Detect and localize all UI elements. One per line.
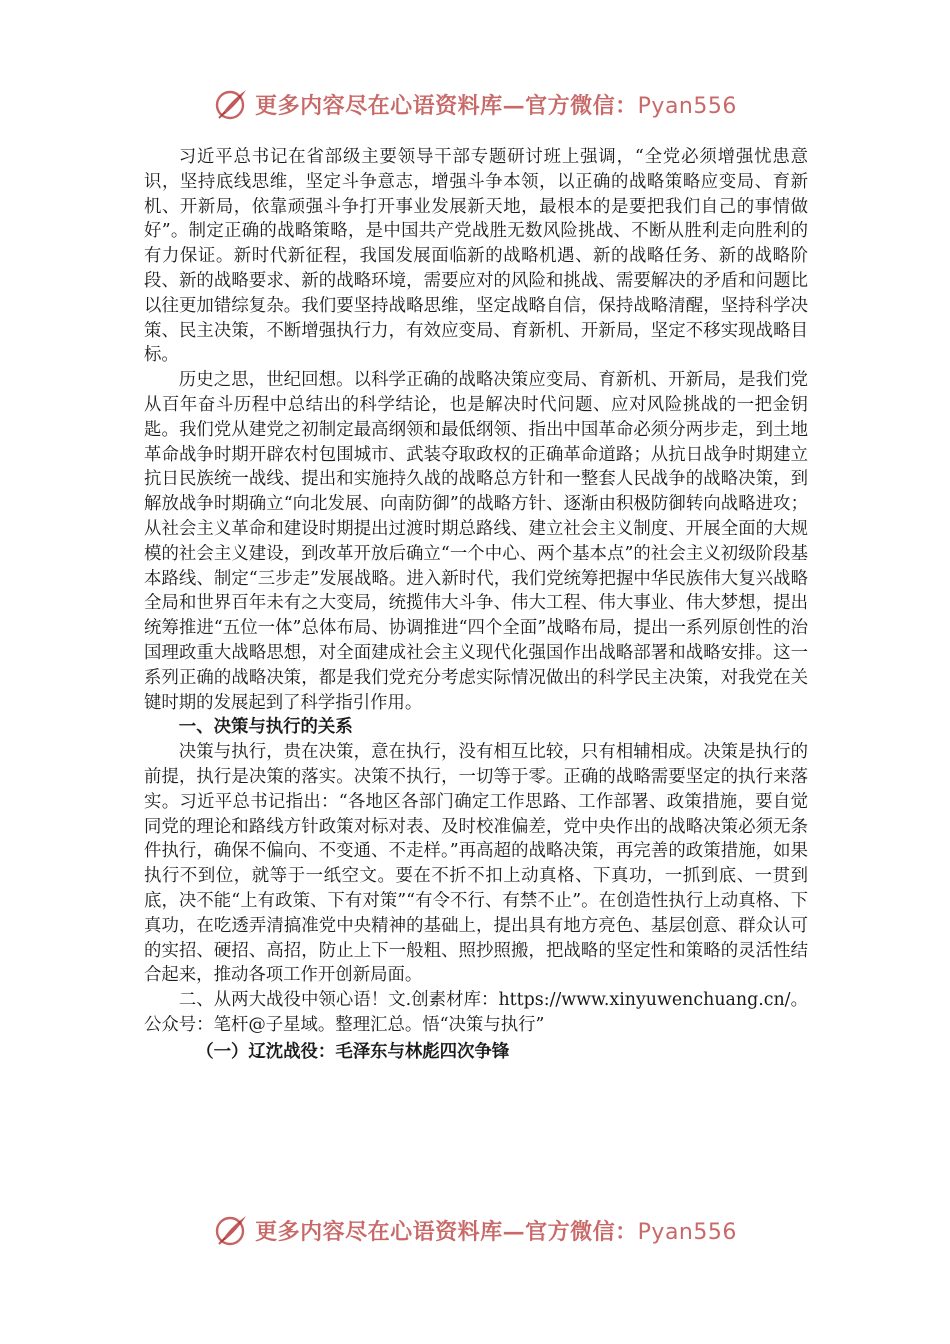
subsection-heading-1: （一）辽沈战役：毛泽东与林彪四次争锋: [196, 1041, 510, 1062]
watermark-footer: [0, 1210, 950, 1250]
quill-logo-icon: [213, 86, 249, 122]
paragraph-intro: 习近平总书记在省部级主要领导干部专题研讨班上强调，“全党必须增强忧患意识，坚持底线思维，坚定斗争意志，增强斗争本领，以正确的战略策略应变局、育新机、开新局，依靠顽强斗争打开事业发展新天地，最根本的是要把我们自己的事情做好”。制定正确的战略策略，是中国共产党战胜无数风险挑战、不断从胜利走向胜利的有力保证。新时代新征程，我国发展面临新的战略机遇、新的战略任务、新的战略阶段、新的战略要求、新的战略环境，需要应对的风险和挑战、需要解决的矛盾和问题比以往更加错综复杂。我们要坚持战略思维，坚定战略自信，保持战略清醒，坚持科学决策、民主决策，不断增强执行力，有效应变局、育新机、开新局，坚定不移实现战略目标。: [144, 147, 808, 366]
quill-logo-icon: [213, 1212, 249, 1248]
paragraph-history: 历史之思，世纪回想。以科学正确的战略决策应变局、育新机、开新局，是我们党从百年奋斗历程中总结出的科学结论，也是解决时代问题、应对风险挑战的一把金钥匙。我们党从建党之初制定最高纲领和最低纲领、指出中国革命必须分两步走，到土地革命战争时期开辟农村包围城市、武装夺取政权的正确革命道路；从抗日战争时期建立抗日民族统一战线、提出和实施持久战的战略总方针和一整套人民战争的战略决策，到解放战争时期确立“向北发展、向南防御”的战略方针、逐渐由积极防御转向战略进攻；从社会主义革命和建设时期提出过渡时期总路线、建立社会主义制度、开展全面的大规模的社会主义建设，到改革开放后确立“一个中心、两个基本点”的社会主义初级阶段基本路线、制定“三步走”发展战略。进入新时代，我们党统筹把握中华民族伟大复兴战略全局和世界百年未有之大变局，统揽伟大斗争、伟大工程、伟大事业、伟大梦想，提出统筹推进“五位一体”总体布局、协调推进“四个全面”战略布局，提出一系列原创性的治国理政重大战略思想，对全面建成社会主义现代化强国作出战略部署和战略安排。这一系列正确的战略决策，都是我们党充分考虑实际情况做出的科学民主决策，对我党在关键时期的发展起到了科学指引作用。: [144, 370, 808, 713]
paragraph-decision-execution: 决策与执行，贵在决策，意在执行，没有相互比较，只有相辅相成。决策是执行的前提，执行是决策的落实。决策不执行，一切等于零。正确的战略需要坚定的执行来落实。习近平总书记指出：“各地区各部门确定工作思路、工作部署、政策措施，要自觉同党的理论和路线方针政策对标对表、及时校准偏差，党中央作出的战略决策必须无条件执行，确保不偏向、不变通、不走样。”再高超的战略决策，再完善的政策措施，如果执行不到位，就等于一纸空文。要在不折不扣上动真格、下真功，一抓到底、一贯到底，决不能“上有政策、下有对策”“有令不行、有禁不止”。在创造性执行上动真格、下真功，在吃透弄清搞准党中央精神的基础上，提出具有地方亮色、基层创意、群众认可的实招、硬招、高招，防止上下一般粗、照抄照搬，把战略的坚定性和策略的灵活性结合起来，推动各项工作开创新局面。: [144, 742, 808, 986]
document-body: [144, 145, 808, 1066]
watermark-text: 更多内容尽在心语资料库—官方微信：Pyan556: [255, 92, 737, 119]
section-heading-1: 一、决策与执行的关系: [178, 717, 353, 738]
watermark-text: 更多内容尽在心语资料库—官方微信：Pyan556: [255, 1218, 737, 1245]
paragraph-section-2-intro: 二、从两大战役中领心语！文.创素材库：https://www.xinyuwenchuang.cn/。公众号：笔杆@子星域。整理汇总。悟“决策与执行”: [144, 990, 808, 1035]
watermark-header: [0, 84, 950, 124]
